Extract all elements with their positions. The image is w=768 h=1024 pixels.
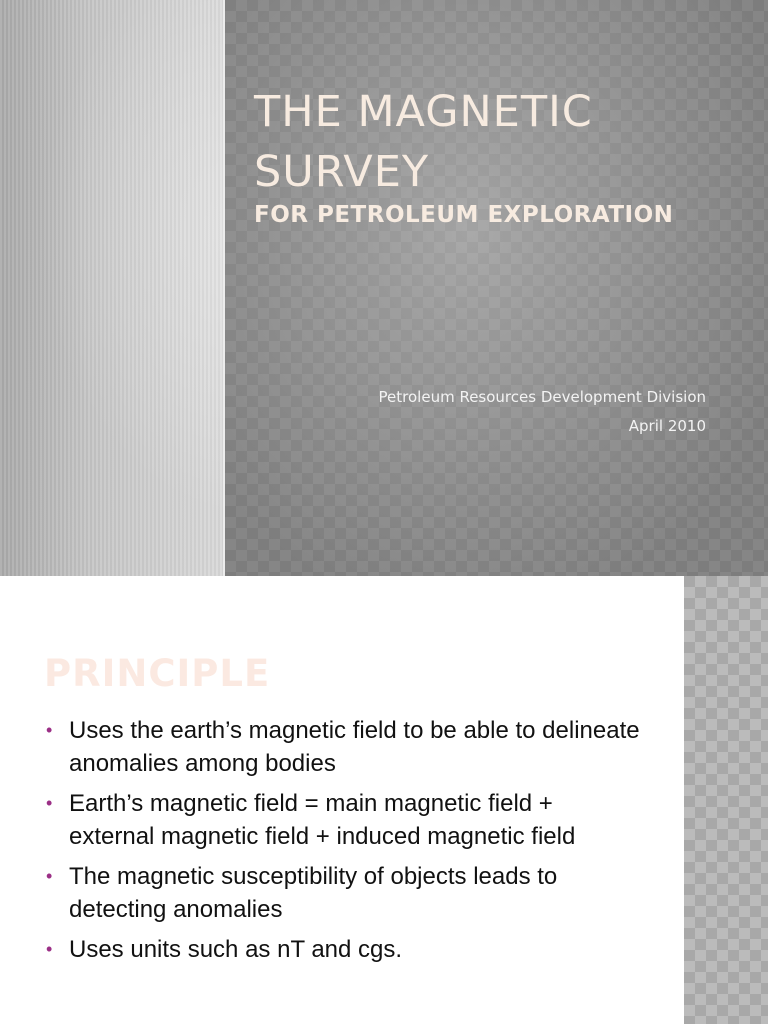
slide-subtitle: FOR PETROLEUM EXPLORATION: [254, 202, 674, 228]
organization-name: Petroleum Resources Development Division: [378, 388, 706, 406]
principle-slide: [0, 576, 768, 1024]
slide-title-line2: SURVEY: [254, 147, 430, 197]
list-item-text: Uses the earth’s magnetic field to be able to delineate anomalies among bodies: [69, 717, 640, 777]
bullet-icon: •: [46, 866, 53, 886]
list-item: [44, 860, 644, 926]
bullet-icon: •: [46, 939, 53, 959]
list-item: [44, 787, 644, 853]
left-gradient-panel: [0, 0, 223, 576]
section-heading: PRINCIPLE: [44, 652, 271, 695]
list-item-text: Uses units such as nT and cgs.: [69, 936, 403, 963]
bullet-list: [44, 714, 644, 973]
presentation-date: April 2010: [628, 417, 706, 435]
list-item: [44, 933, 644, 966]
slide-title: [254, 82, 734, 202]
slide-title-line1: THE MAGNETIC: [254, 87, 593, 137]
list-item-text: Earth’s magnetic field = main magnetic field + external magnetic field + induced magnetic field: [69, 790, 576, 850]
list-item: [44, 714, 644, 780]
bullet-icon: •: [46, 720, 53, 740]
list-item-text: The magnetic susceptibility of objects leads to detecting anomalies: [69, 863, 558, 923]
bullet-icon: •: [46, 793, 53, 813]
slide-meta: [379, 383, 706, 441]
right-patterned-stripe: [684, 576, 768, 1024]
